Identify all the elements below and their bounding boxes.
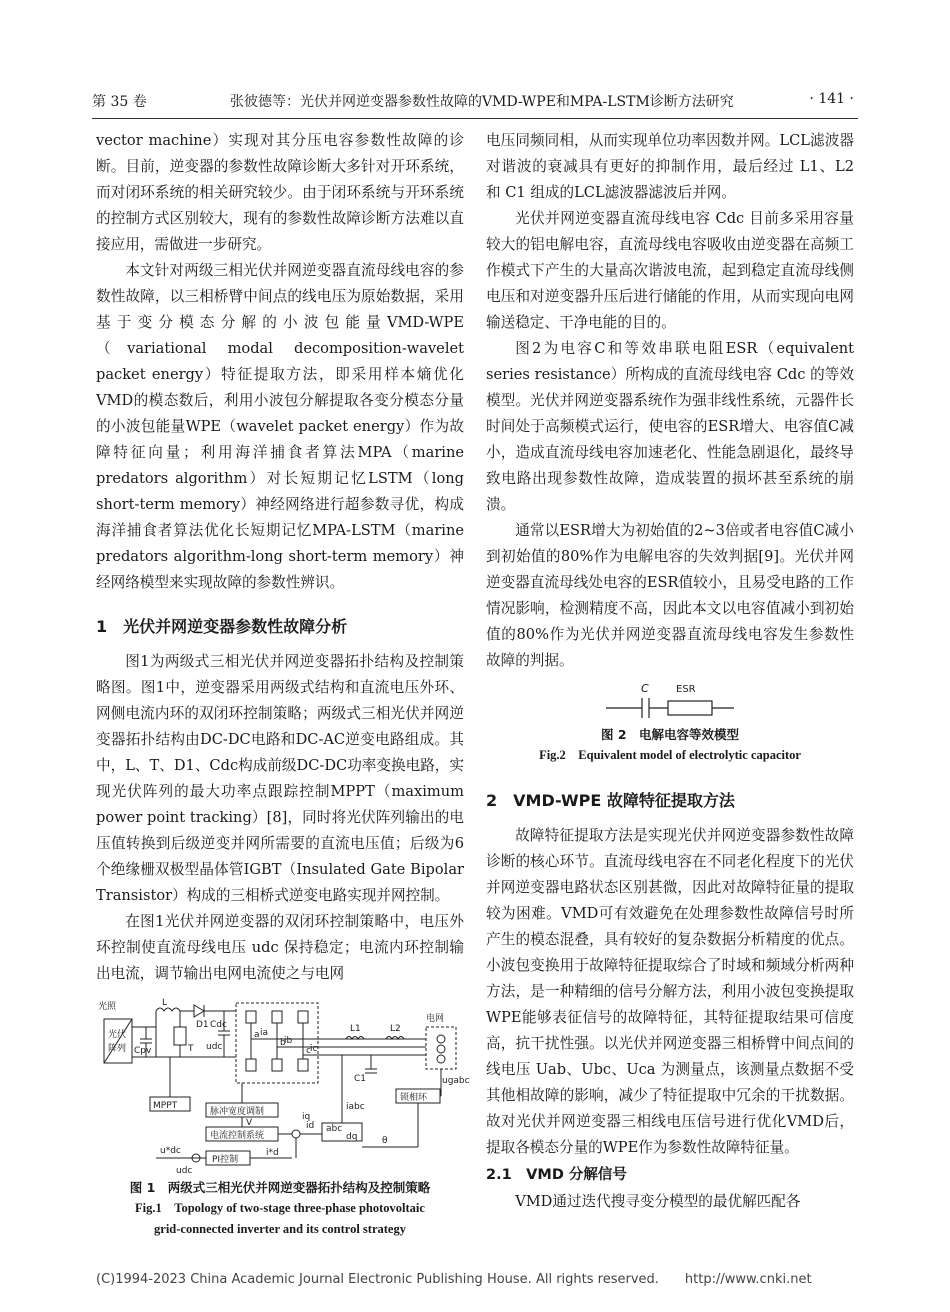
fig1-label: udc [206,1042,223,1052]
pv-array-slash [104,1019,132,1063]
fig1-label: dq [346,1132,358,1142]
fig1-label: id [306,1121,315,1131]
header-rule [92,118,858,119]
section-heading-1: 1 光伏并网逆变器参数性故障分析 [96,617,348,636]
running-header [92,91,858,115]
fig1-label: b [280,1038,286,1048]
igbt [272,1011,282,1023]
esr-resistor [668,701,712,715]
fig1-label: ib [284,1036,293,1046]
fig1-label: T [188,1044,194,1054]
fig1-label: udc [176,1166,193,1176]
right-column [486,128,854,1215]
paragraph: 在图1光伏并网逆变器的双闭环控制策略中，电压外环控制使直流母线电压 udc 保持稳定；电流内环控制输出电流，调节输出电网电流使之与电网 [96,913,464,982]
grid-source [437,1055,445,1063]
fig1-label: C1 [354,1074,367,1084]
fig1-label: Cpv [134,1046,152,1056]
figure-1-diagram [96,997,470,1177]
switch-T [174,1027,186,1045]
paragraph: 本文针对两级三相光伏并网逆变器直流母线电容的参数性故障，以三相桥臂中间点的线电压为原始数据，采用基于变分模态分解的小波包能量VMD-WPE（variational modal decomposition-wavelet packet energy）特征提取方法，即采用样本熵优化VMD的模态数后，利用小波包分解提取各变分模态分量的小波包能量WPE（wavelet packet energy）作为故障特征向量；利用海洋捕食者算法MPA（marine predators algorithm）对长短期记忆LSTM（long short-term memory）神经网络进行超参数寻优，构成海洋捕食者算法优化长短期记忆MPA-LSTM（marine predators algorithm-long short-term memory）神经网络模型来实现故障的参数性辨识。 [96,262,464,591]
fig1-label: u*dc [160,1146,181,1156]
fig1-label: c [306,1046,311,1056]
paragraph: 电压同频同相，从而实现单位功率因数并网。LCL滤波器对谐波的衰减具有更好的抑制作用，最后经过 L1、L2 和 C1 组成的LCL滤波器滤波后并网。 [486,132,854,201]
fig1-label: D1 [196,1020,209,1030]
figure-1-caption-en-line2: grid-connected inverter and its control strategy [154,1222,406,1236]
fig2-label-esr: ESR [676,684,696,695]
paragraph: 图2为电容C和等效串联电阻ESR（equivalent series resistance）所构成的直流母线电容 Cdc 的等效模型。光伏并网逆变器系统作为强非线性系统，元器件长时间处于高频模式运行，使电容的ESR增大、电容值C减小，造成直流母线电容加速老化、性能急剧退化，最终导致电路出现参数性故障，造成装置的损坏甚至系统的崩溃。 [486,340,854,513]
fig1-label: 电网 [426,1014,445,1024]
igbt [272,1059,282,1071]
fig1-label: iq [302,1112,311,1122]
copyright-footer: (C)1994-2023 China Academic Journal Electronic Publishing House. All rights reserved. http://www.cnki.net [96,1272,812,1287]
diode-D1 [194,1005,204,1017]
paragraph: vector machine）实现对其分压电容参数性故障的诊断。目前，逆变器的参数性故障诊断大多针对开环系统，而对闭环系统的相关研究较少。由于闭环系统与开环系统的控制方式区别较大，现有的参数性故障诊断方法难以直接应用，需做进一步研究。 [96,132,464,253]
fig1-label: iabc [346,1102,365,1112]
fig1-label: MPPT [153,1101,178,1111]
figure-2-caption-en: Fig.2 Equivalent model of electrolytic capacitor [539,748,801,762]
fig1-label: 锁相环 [400,1093,428,1103]
subsection-heading-2-1: 2.1 VMD 分解信号 [486,1167,627,1183]
fig1-label: ia [260,1028,269,1038]
inductor-L [156,1008,180,1011]
figure-1-caption-cn: 图 1 两级式三相光伏并网逆变器拓扑结构及控制策略 [129,1180,431,1195]
sum-junction [292,1130,300,1138]
paragraph: 故障特征提取方法是实现光伏并网逆变器参数性故障诊断的核心环节。直流母线电容在不同老化程度下的光伏并网逆变器电路状态区别甚微，因此对故障特征量的提取较为困难。VMD可有效避免在处理参数性故障信号时所产生的模态混叠，具有较好的复杂数据分析精度的优点。小波包变换用于故障特征提取综合了时域和频域分析两种方法，是一种精细的信号分解方法，利用小波包变换提取WPE能够表征信号的故障特征，其特征提取结果可信度高，抗干扰性强。以光伏并网逆变器三相桥臂中间点间的线电压 Uab、Ubc、Uca 为测量点，该测量点数据不受其他相故障的影响，减少了特征提取中冗余的干扰数据。故对光伏并网逆变器三相线电压信号进行优化VMD后，提取各模态分量的WPE作为参数性故障特征量。 [486,827,854,1156]
fig1-label: 光伏 [108,1030,127,1040]
volume-label: 第 35 卷 [92,94,147,110]
figure-1-caption-en-line1: Fig.1 Topology of two-stage three-phase photovoltaic [135,1201,425,1215]
paragraph: 光伏并网逆变器直流母线电容 Cdc 目前多采用容量较大的铝电解电容，直流母线电容吸收由逆变器在高频工作模式下产生的大量高次谐波电流，起到稳定直流母线侧电压和对逆变器升压后进行储能的作用，从而实现向电网输送稳定、干净电能的目的。 [486,210,854,331]
fig1-label: θ [382,1136,388,1146]
page-number: · 141 · [809,91,854,107]
fig1-label: V [246,1118,253,1128]
fig1-label: abc [326,1124,343,1134]
fig1-label: ic [310,1044,318,1054]
grid-source [437,1035,445,1043]
running-title: 张彼德等：光伏并网逆变器参数性故障的VMD-WPE和MPA-LSTM诊断方法研究 [230,94,734,110]
fig1-label: 光照 [98,1002,117,1012]
fig1-label: Cdc [210,1020,227,1030]
fig1-label: L2 [390,1024,401,1034]
paragraph: VMD通过迭代搜寻变分模型的最优解匹配各 [515,1193,801,1210]
fig1-label: a [254,1030,260,1040]
igbt [246,1011,256,1023]
fig1-label: PI控制 [212,1155,239,1165]
fig2-label-c: C [641,682,649,695]
fig1-label: 电流控制系统 [210,1131,265,1141]
paragraph: 图1为两级式三相光伏并网逆变器拓扑结构及控制策略图。图1中，逆变器采用两级式结构和直流电压外环、网侧电流内环的双闭环控制策略；两级式三相光伏并网逆变器拓扑结构由DC-DC电路和DC-AC逆变电路组成。其中，L、T、D1、Cdc构成前级DC-DC功率变换电路，实现光伏阵列的最大功率点跟踪控制MPPT（maximum power point tracking）[8]，同时将光伏阵列输出的电压值转换到后级逆变并网所需要的直流电压值；后级为6个绝缘栅双极型晶体管IGBT（Insulated Gate Bipolar Transistor）构成的三相桥式逆变电路实现并网控制。 [96,653,464,904]
igbt [298,1011,308,1023]
fig1-label: 脉冲宽度调制 [210,1107,265,1117]
section-heading-2: 2 VMD-WPE 故障特征提取方法 [486,791,735,810]
igbt [298,1059,308,1071]
fig1-label: L1 [350,1024,361,1034]
paragraph: 通常以ESR增大为初始值的2~3倍或者电容值C减小到初始值的80%作为电解电容的失效判据[9]。光伏并网逆变器直流母线处电容的ESR值较小，且易受电路的工作情况影响，检测精度不高，因此本文以电容值减小到初始值的80%作为光伏并网逆变器直流母线电容发生参数性故障的判据。 [486,522,854,669]
fig1-label: 阵列 [108,1044,127,1054]
left-column [96,128,470,1240]
figure-2-caption-cn: 图 2 电解电容等效模型 [600,727,740,742]
igbt [246,1059,256,1071]
figure-2-diagram [486,680,854,724]
fig1-label: i*d [266,1148,279,1158]
fig1-label: L [162,998,168,1008]
fig1-label: ugabc [442,1076,470,1086]
grid-source [437,1045,445,1053]
